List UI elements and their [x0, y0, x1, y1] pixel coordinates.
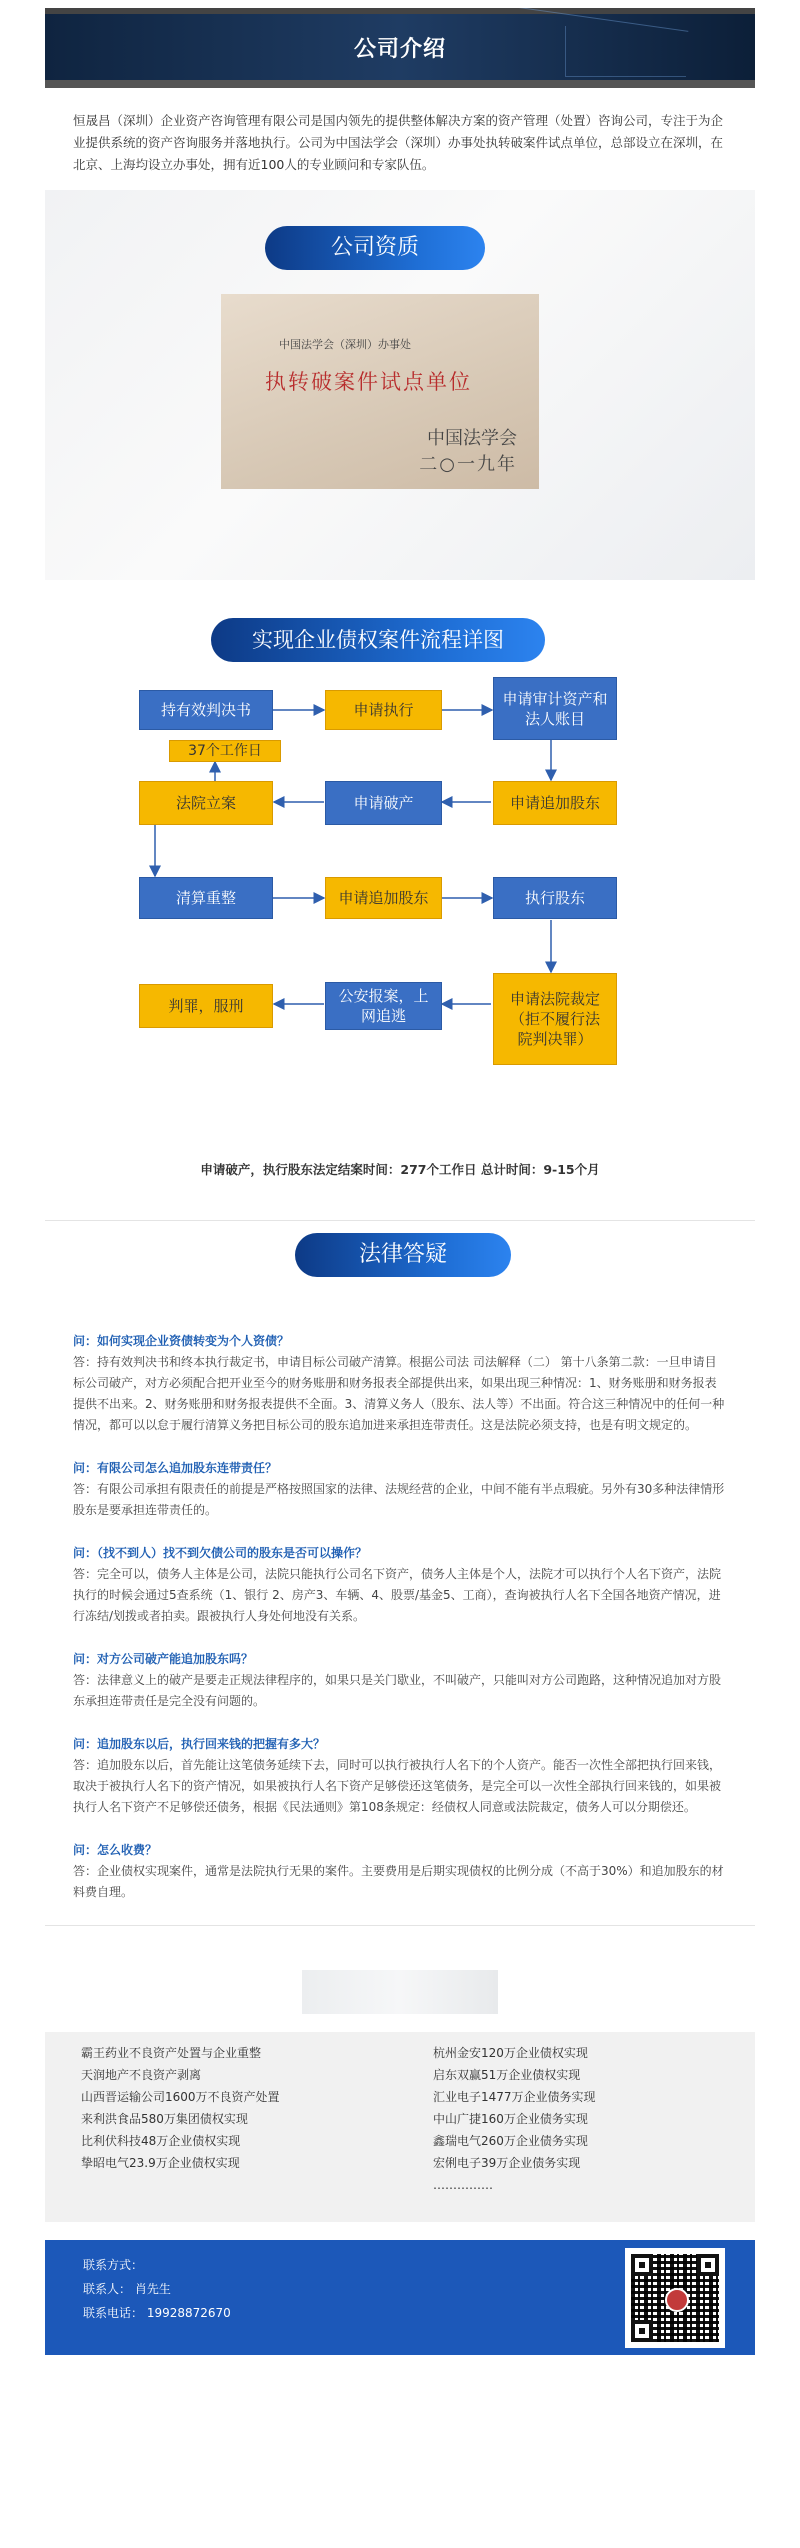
faq-question: 问：追加股东以后，执行回来钱的把握有多大？: [73, 1737, 326, 1751]
faq-question: 问：有限公司怎么追加股东连带责任？: [73, 1461, 278, 1475]
faq-answer: 答：持有效判决书和终本执行裁定书，申请目标公司破产清算。根据公司法 司法解释（二） 第十八条第二款：一旦申请目标公司破产，对方必须配合把开业至今的财务账册和财务报表全部提供出来，如果出现三种情况：1、财务账册和财务报表提供不出来。2、财务账册和财务报表提供不全面。3、清算义务人（股东、法人等）不出面。符合这三种情况中的任何一种情况，都可以以怠于履行清算义务把目标公司的股东追加进来承担连带责任。这是法院必须支持，也是有明文规定的。: [73, 1355, 725, 1432]
flow-node-liquidation: 清算重整: [139, 877, 273, 919]
faq-item: [73, 1543, 727, 1627]
faq-answer: 答：企业债权实现案件，通常是法院执行无果的案件。主要费用是后期实现债权的比例分成（不高于30%）和追加股东的材料费自理。: [73, 1864, 724, 1899]
qualification-section: [45, 190, 755, 580]
faq-question: 问：（找不到人）找不到欠债公司的股东是否可以操作？: [73, 1546, 368, 1560]
contact-person: 联系人： 肖先生: [83, 2282, 171, 2296]
process-title: 实现企业债权案件流程详图: [211, 618, 545, 662]
faq-question: 问：怎么收费？: [73, 1843, 158, 1857]
case-item: 宏俐电子39万企业债务实现: [433, 2156, 581, 2170]
flow-node-bankruptcy: 申请破产: [325, 781, 442, 825]
process-section: [45, 580, 755, 1220]
flow-node-execute-shareholder: 执行股东: [493, 877, 617, 919]
case-item: 汇业电子1477万企业债务实现: [433, 2090, 596, 2104]
company-intro: 恒晟昌（深圳）企业资产咨询管理有限公司是国内领先的提供整体解决方案的资产管理（处置）咨询公司，专注于为企业提供系统的资产咨询服务并落地执行。公司为中国法学会（深圳）办事处执转破案件试点单位，总部设立在深圳，在北京、上海均设立办事处，拥有近100人的专业顾问和专家队伍。: [73, 113, 724, 172]
banner-bottom-bar: [45, 80, 755, 88]
qualification-title: 公司资质: [265, 226, 485, 270]
qr-logo-icon: [665, 2288, 689, 2312]
contact-section: [45, 2240, 755, 2355]
page: [45, 8, 755, 2355]
certificate-plaque-image: [221, 294, 539, 489]
divider: [45, 1925, 755, 1926]
flow-node-sentence: 判罪，服刑: [139, 984, 273, 1028]
faq-question: 问：对方公司破产能追加股东吗？: [73, 1652, 254, 1666]
case-item: 挚昭电气23.9万企业债权实现: [81, 2156, 240, 2170]
faq-item: [73, 1840, 727, 1903]
plaque-issuer: 中国法学会: [427, 428, 517, 449]
plaque-year: 二○一九年: [419, 454, 517, 475]
case-item: 来利洪食品580万集团债权实现: [81, 2112, 248, 2126]
page-title: 公司介绍: [353, 37, 446, 62]
faq-item: [73, 1734, 727, 1818]
contact-phone: 联系电话： 19928872670: [83, 2306, 231, 2320]
flow-node-add-shareholder-2: 申请追加股东: [325, 877, 442, 919]
flow-node-police-report: 公安报案，上网追逃: [325, 982, 442, 1030]
case-item: 山西晋运输公司1600万不良资产处置: [81, 2090, 280, 2104]
faq-item: [73, 1458, 727, 1521]
case-item: 天润地产不良资产剥离: [81, 2068, 202, 2082]
flow-node-court-filing: 法院立案: [139, 781, 273, 825]
flow-node-apply-execution: 申请执行: [325, 690, 442, 730]
faq-item: [73, 1649, 727, 1712]
plaque-title: 执转破案件试点单位: [265, 370, 472, 394]
case-item: 比利伏科技48万企业债权实现: [81, 2134, 241, 2148]
faq-question: 问：如何实现企业资债转变为个人资债？: [73, 1334, 290, 1348]
case-item: 鑫瑞电气260万企业债务实现: [433, 2134, 588, 2148]
plaque-org: 中国法学会（深圳）办事处: [279, 338, 411, 351]
flow-node-judgment: 持有效判决书: [139, 690, 273, 730]
case-item: 杭州金安120万企业债权实现: [433, 2046, 588, 2060]
case-list-left: [81, 2042, 280, 2174]
flow-days-label: 37个工作日: [169, 740, 281, 762]
case-list-section: [45, 2032, 755, 2222]
partner-logo-image: [302, 1970, 498, 2014]
faq-section: [45, 1221, 755, 1903]
case-item: 启东双赢51万企业债权实现: [433, 2068, 581, 2082]
case-item: 中山广捷160万企业债务实现: [433, 2112, 588, 2126]
contact-heading: 联系方式：: [83, 2258, 144, 2272]
qr-code-image: [625, 2248, 725, 2348]
flow-node-audit: 申请审计资产和法人账目: [493, 677, 617, 740]
faq-answer: 答：法律意义上的破产是要走正规法律程序的，如果只是关门歇业，不叫破产，只能叫对方公司跑路，这种情况追加对方股东承担连带责任是完全没有问题的。: [73, 1673, 722, 1708]
header-banner: [45, 8, 755, 88]
banner-top-bar: [45, 8, 755, 14]
faq-answer: 答：追加股东以后，首先能让这笔债务延续下去，同时可以执行被执行人名下的个人资产。能否一次性全部把执行回来钱，取决于被执行人名下的资产情况，如果被执行人名下资产足够偿还这笔债务，是完全可以一次性全部执行回来钱的，如果被执行人名下资产不足够偿还债务，根据《民法通则》第108条规定：经债权人同意或法院裁定，债务人可以分期偿还。: [73, 1758, 722, 1814]
faq-title: 法律答疑: [295, 1233, 511, 1277]
flow-node-add-shareholder-1: 申请追加股东: [493, 781, 617, 825]
case-item: 霸王药业不良资产处置与企业重整: [81, 2046, 262, 2060]
case-item-more: ……………: [433, 2178, 493, 2192]
faq-item: [73, 1331, 727, 1436]
flow-node-court-ruling: 申请法院裁定（拒不履行法院判决罪）: [493, 973, 617, 1065]
process-time-note: 申请破产，执行股东法定结案时间：277个工作日 总计时间：9-15个月: [200, 1162, 600, 1177]
case-list-right: [433, 2042, 596, 2196]
faq-answer: 答：有限公司承担有限责任的前提是严格按照国家的法律、法规经营的企业，中间不能有半点瑕疵。另外有30多种法律情形股东是要承担连带责任的。: [73, 1482, 725, 1517]
faq-answer: 答：完全可以，债务人主体是公司，法院只能执行公司名下资产，债务人主体是个人，法院才可以执行个人名下资产，法院执行的时候会通过5查系统（1、银行 2、房产3、车辆、4、股票/基金5、工商），查询被执行人名下全国各地资产情况，进行冻结/划拨或者拍卖。跟被执行人身处何地没有关系。: [73, 1567, 722, 1623]
